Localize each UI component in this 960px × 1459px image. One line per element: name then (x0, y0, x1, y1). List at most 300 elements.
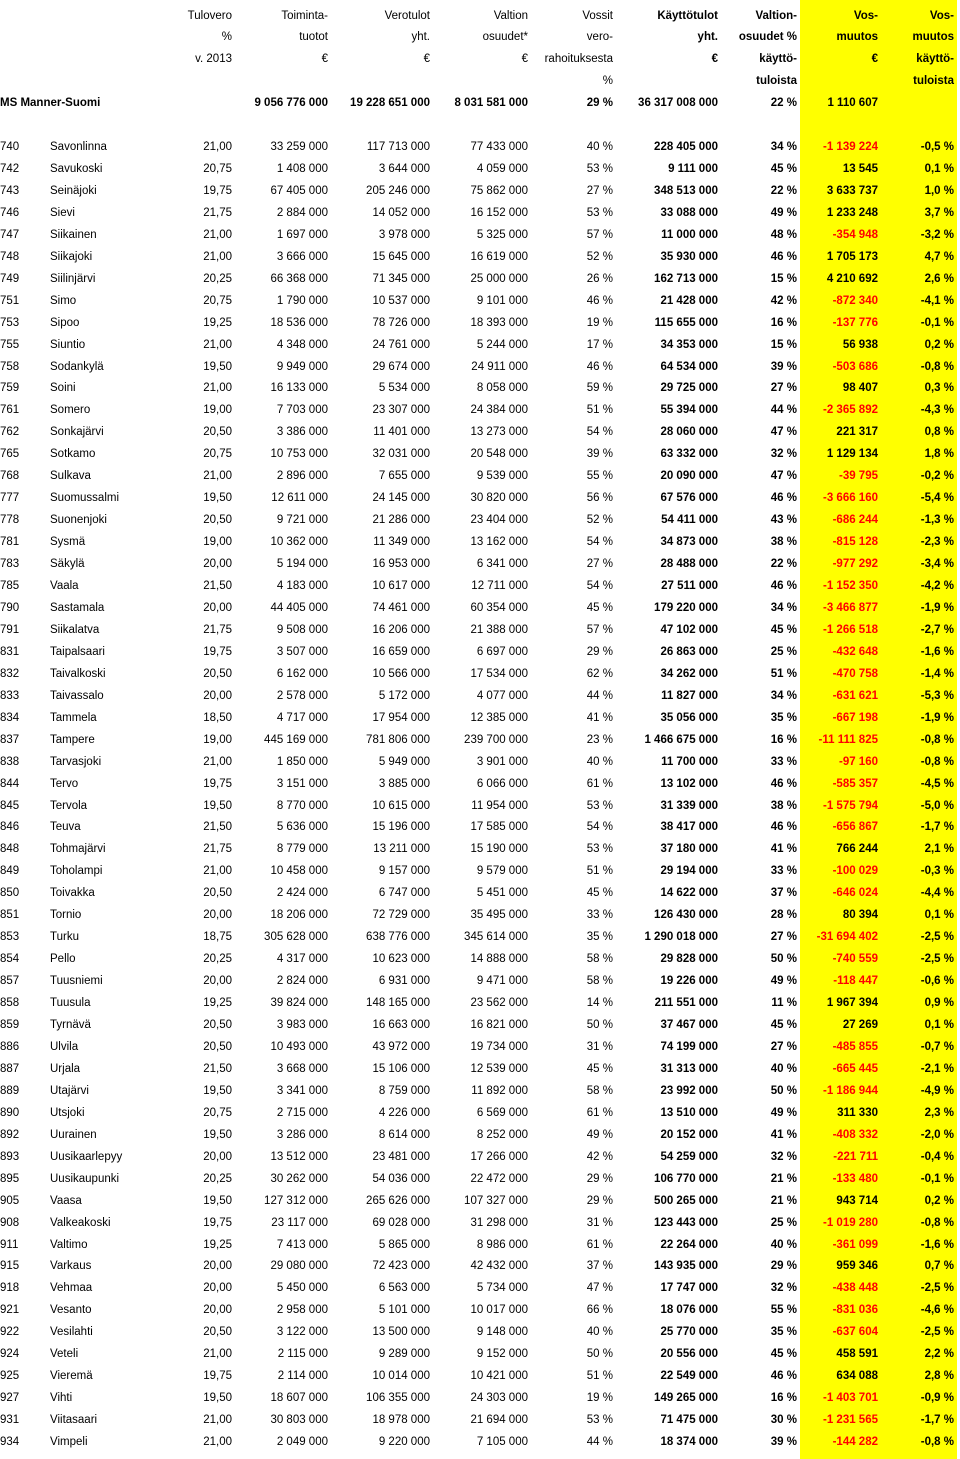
municipality-code: 922 (0, 1326, 20, 1338)
municipality-code: 837 (0, 734, 20, 746)
toiminta-tuotot: 3 386 000 (276, 426, 328, 438)
municipality-code: 781 (0, 536, 20, 548)
municipality-code: 934 (0, 1436, 20, 1448)
valtion-osuudet: 60 354 000 (470, 602, 528, 614)
municipality-name: Sipoo (50, 317, 80, 329)
kayttotulot: 115 655 000 (654, 317, 718, 329)
osuus-pct: 31 % (586, 1217, 613, 1229)
toiminta-tuotot: 8 770 000 (276, 800, 328, 812)
vos-muutos-pct: -4,1 % (920, 295, 954, 307)
header-cell: € (521, 53, 528, 65)
valtionosuus-pct: 16 % (770, 317, 797, 329)
kayttotulot: 28 488 000 (660, 558, 718, 570)
header-cell: käyttö- (759, 53, 797, 65)
municipality-code: 927 (0, 1392, 20, 1404)
valtion-osuudet: 22 472 000 (470, 1173, 528, 1185)
verotulot: 638 776 000 (366, 931, 430, 943)
tax-rate: 21,00 (203, 339, 232, 351)
tax-rate: 20,00 (203, 602, 232, 614)
table-row (0, 1058, 960, 1080)
valtionosuus-pct: 27 % (770, 931, 797, 943)
municipality-code: 746 (0, 207, 20, 219)
vos-muutos-pct: -5,4 % (920, 492, 954, 504)
kayttotulot: 31 313 000 (660, 1063, 718, 1075)
table-row (0, 1146, 960, 1168)
header-cell: Verotulot (384, 10, 430, 22)
osuus-pct: 61 % (586, 1239, 613, 1251)
table-row (0, 1431, 960, 1453)
valtion-osuudet: 6 066 000 (476, 778, 528, 790)
table-row (0, 1299, 960, 1321)
verotulot: 54 036 000 (372, 1173, 430, 1185)
tax-rate: 19,50 (203, 361, 232, 373)
municipality-code: 831 (0, 646, 20, 658)
toiminta-tuotot: 18 206 000 (270, 909, 328, 921)
verotulot: 3 644 000 (378, 163, 430, 175)
valtion-osuudet: 239 700 000 (464, 734, 528, 746)
vos-muutos: -144 282 (832, 1436, 878, 1448)
table-row (0, 1277, 960, 1299)
verotulot: 16 659 000 (372, 646, 430, 658)
vos-muutos: -118 447 (833, 975, 878, 987)
kayttotulot: 1 290 018 000 (644, 931, 718, 943)
osuus-pct: 53 % (586, 163, 613, 175)
valtionosuus-pct: 43 % (770, 514, 797, 526)
vos-muutos-pct: -2,5 % (920, 931, 954, 943)
vos-muutos-pct: -2,5 % (920, 1326, 954, 1338)
municipality-name: Viitasaari (50, 1414, 98, 1426)
valtionosuus-pct: 49 % (770, 207, 797, 219)
table-row (0, 619, 960, 641)
tax-rate: 20,00 (203, 690, 232, 702)
valtionosuus-pct: 33 % (770, 865, 797, 877)
verotulot: 9 220 000 (378, 1436, 430, 1448)
vos-muutos: -631 621 (832, 690, 878, 702)
osuus-pct: 52 % (586, 251, 613, 263)
valtion-osuudet: 3 901 000 (476, 756, 528, 768)
valtionosuus-pct: 15 % (770, 273, 797, 285)
valtion-osuudet: 23 404 000 (470, 514, 528, 526)
municipality-code: 924 (0, 1348, 20, 1360)
tax-rate: 20,75 (203, 1107, 232, 1119)
valtionosuus-pct: 25 % (770, 646, 797, 658)
valtion-osuudet: 8 252 000 (476, 1129, 528, 1141)
vos-muutos: 4 210 692 (826, 273, 878, 285)
toiminta-tuotot: 1 697 000 (276, 229, 328, 241)
table-row (0, 773, 960, 795)
tax-rate: 21,50 (203, 1063, 232, 1075)
toiminta-tuotot: 9 949 000 (276, 361, 328, 373)
verotulot: 10 014 000 (372, 1370, 430, 1382)
municipality-name: Tampere (50, 734, 95, 746)
municipality-name: Vaala (50, 580, 79, 592)
verotulot: 13 500 000 (372, 1326, 430, 1338)
valtion-osuudet: 9 471 000 (476, 975, 528, 987)
vos-muutos-pct: -2,0 % (920, 1129, 954, 1141)
vos-muutos-pct: -2,5 % (920, 1282, 954, 1294)
tax-rate: 18,75 (203, 931, 232, 943)
table-row (0, 531, 960, 553)
kayttotulot: 33 088 000 (660, 207, 718, 219)
valtionosuus-pct: 21 % (770, 1173, 797, 1185)
osuus-pct: 57 % (586, 624, 613, 636)
municipality-name: Varkaus (50, 1260, 92, 1272)
municipality-code: 849 (0, 865, 20, 877)
table-row (0, 1365, 960, 1387)
osuus-pct: 23 % (586, 734, 613, 746)
valtionosuus-pct: 34 % (770, 141, 797, 153)
table-row (0, 1321, 960, 1343)
municipality-code: 758 (0, 361, 20, 373)
municipality-code: 931 (0, 1414, 20, 1426)
summary-toiminta-tuotot: 9 056 776 000 (254, 97, 328, 109)
toiminta-tuotot: 3 122 000 (276, 1326, 328, 1338)
kayttotulot: 25 770 000 (660, 1326, 718, 1338)
municipality-name: Tohmajärvi (50, 843, 106, 855)
osuus-pct: 44 % (586, 690, 613, 702)
toiminta-tuotot: 3 983 000 (276, 1019, 328, 1031)
toiminta-tuotot: 4 183 000 (276, 580, 328, 592)
kayttotulot: 26 863 000 (660, 646, 718, 658)
valtionosuus-pct: 44 % (770, 404, 797, 416)
valtion-osuudet: 21 694 000 (470, 1414, 528, 1426)
header-cell: Käyttötulot (657, 10, 718, 22)
toiminta-tuotot: 12 611 000 (271, 492, 328, 504)
kayttotulot: 143 935 000 (654, 1260, 718, 1272)
summary-name: MS Manner-Suomi (0, 97, 101, 109)
vos-muutos-pct: 0,2 % (924, 1195, 954, 1207)
osuus-pct: 47 % (586, 1282, 613, 1294)
table-row (0, 795, 960, 817)
verotulot: 148 165 000 (366, 997, 430, 1009)
verotulot: 5 101 000 (378, 1304, 430, 1316)
valtionosuus-pct: 48 % (770, 229, 797, 241)
table-row (0, 421, 960, 443)
table-row (0, 816, 960, 838)
table-row (0, 202, 960, 224)
municipality-name: Siilinjärvi (50, 273, 96, 285)
vos-muutos: -667 198 (832, 712, 878, 724)
osuus-pct: 17 % (586, 339, 613, 351)
table-row (0, 158, 960, 180)
summary-valtion-osuudet: 8 031 581 000 (454, 97, 528, 109)
osuus-pct: 53 % (586, 843, 613, 855)
vos-muutos: 221 317 (836, 426, 878, 438)
valtionosuus-pct: 46 % (770, 778, 797, 790)
vos-muutos-pct: -0,2 % (920, 470, 954, 482)
verotulot: 16 206 000 (372, 624, 430, 636)
kayttotulot: 1 466 675 000 (644, 734, 718, 746)
municipality-code: 783 (0, 558, 20, 570)
municipality-code: 755 (0, 339, 20, 351)
municipality-code: 911 (0, 1239, 19, 1251)
kayttotulot: 18 374 000 (660, 1436, 718, 1448)
summary-osuus-pct: 29 % (586, 97, 613, 109)
verotulot: 10 617 000 (372, 580, 430, 592)
verotulot: 6 931 000 (378, 975, 430, 987)
header-cell: osuudet* (482, 31, 528, 43)
municipality-code: 925 (0, 1370, 20, 1382)
osuus-pct: 62 % (586, 668, 613, 680)
kayttotulot: 31 339 000 (660, 800, 718, 812)
verotulot: 72 423 000 (372, 1260, 430, 1272)
valtionosuus-pct: 49 % (770, 975, 797, 987)
toiminta-tuotot: 5 636 000 (276, 821, 328, 833)
table-row (0, 860, 960, 882)
kayttotulot: 22 264 000 (660, 1239, 718, 1251)
toiminta-tuotot: 67 405 000 (270, 185, 328, 197)
osuus-pct: 40 % (586, 756, 613, 768)
verotulot: 6 747 000 (378, 887, 430, 899)
valtion-osuudet: 16 619 000 (470, 251, 528, 263)
kayttotulot: 9 111 000 (668, 163, 718, 175)
municipality-name: Vesanto (50, 1304, 92, 1316)
toiminta-tuotot: 4 348 000 (276, 339, 328, 351)
vos-muutos-pct: 2,3 % (924, 1107, 954, 1119)
summary-verotulot: 19 228 651 000 (350, 97, 430, 109)
kayttotulot: 21 428 000 (660, 295, 718, 307)
vos-muutos-pct: -1,6 % (920, 646, 954, 658)
vos-muutos-pct: -2,1 % (920, 1063, 954, 1075)
tax-rate: 21,00 (203, 141, 232, 153)
municipality-name: Suonenjoki (50, 514, 107, 526)
valtionosuus-pct: 27 % (770, 382, 797, 394)
verotulot: 18 978 000 (372, 1414, 430, 1426)
header-cell: € (423, 53, 430, 65)
table-row (0, 926, 960, 948)
valtionosuus-pct: 46 % (770, 251, 797, 263)
osuus-pct: 51 % (586, 1370, 613, 1382)
valtion-osuudet: 12 711 000 (471, 580, 528, 592)
municipality-code: 892 (0, 1129, 20, 1141)
kayttotulot: 17 747 000 (660, 1282, 718, 1294)
municipality-name: Siikainen (50, 229, 97, 241)
kayttotulot: 20 090 000 (660, 470, 718, 482)
table-row (0, 685, 960, 707)
municipality-code: 915 (0, 1260, 20, 1272)
municipality-name: Tuusula (50, 997, 91, 1009)
verotulot: 15 196 000 (372, 821, 430, 833)
verotulot: 24 145 000 (372, 492, 430, 504)
verotulot: 7 655 000 (378, 470, 430, 482)
kayttotulot: 54 411 000 (661, 514, 718, 526)
vos-muutos-pct: -0,8 % (920, 361, 954, 373)
osuus-pct: 61 % (586, 1107, 613, 1119)
table-row (0, 1080, 960, 1102)
vos-muutos: -470 758 (832, 668, 878, 680)
osuus-pct: 45 % (586, 602, 613, 614)
kayttotulot: 179 220 000 (654, 602, 718, 614)
tax-rate: 19,50 (203, 492, 232, 504)
verotulot: 69 028 000 (372, 1217, 430, 1229)
valtion-osuudet: 4 059 000 (476, 163, 528, 175)
table-row (0, 1168, 960, 1190)
toiminta-tuotot: 9 721 000 (276, 514, 328, 526)
municipality-name: Ulvila (50, 1041, 79, 1053)
vos-muutos-pct: -0,9 % (920, 1392, 954, 1404)
vos-muutos: 766 244 (836, 843, 878, 855)
kayttotulot: 22 549 000 (660, 1370, 718, 1382)
municipality-name: Teuva (50, 821, 81, 833)
kayttotulot: 500 265 000 (654, 1195, 718, 1207)
valtionosuus-pct: 16 % (770, 1392, 797, 1404)
table-row (0, 1102, 960, 1124)
municipality-code: 832 (0, 668, 20, 680)
osuus-pct: 51 % (586, 404, 613, 416)
toiminta-tuotot: 7 413 000 (276, 1239, 328, 1251)
table-row (0, 180, 960, 202)
osuus-pct: 54 % (586, 536, 613, 548)
vos-muutos-pct: -4,3 % (920, 404, 954, 416)
osuus-pct: 35 % (586, 931, 613, 943)
toiminta-tuotot: 2 114 000 (277, 1370, 328, 1382)
municipality-name: Sodankylä (50, 361, 104, 373)
vos-muutos-pct: -0,4 % (920, 1151, 954, 1163)
vos-muutos: 943 714 (836, 1195, 878, 1207)
table-row (0, 1234, 960, 1256)
tax-rate: 19,00 (203, 734, 232, 746)
tax-rate: 20,25 (203, 1173, 232, 1185)
valtion-osuudet: 19 734 000 (470, 1041, 528, 1053)
kayttotulot: 54 259 000 (660, 1151, 718, 1163)
valtionosuus-pct: 42 % (770, 295, 797, 307)
tax-rate: 20,25 (203, 273, 232, 285)
table-row (0, 1014, 960, 1036)
valtionosuus-pct: 46 % (770, 492, 797, 504)
table-row (0, 356, 960, 378)
tax-rate: 21,75 (203, 843, 232, 855)
municipality-name: Vehmaa (50, 1282, 93, 1294)
table-row (0, 575, 960, 597)
tax-rate: 19,00 (203, 536, 232, 548)
municipality-code: 740 (0, 141, 20, 153)
valtion-osuudet: 18 393 000 (470, 317, 528, 329)
vos-muutos: 458 591 (836, 1348, 878, 1360)
tax-rate: 21,50 (203, 580, 232, 592)
verotulot: 3 978 000 (378, 229, 430, 241)
kayttotulot: 126 430 000 (654, 909, 718, 921)
tax-rate: 19,75 (203, 778, 232, 790)
valtion-osuudet: 31 298 000 (470, 1217, 528, 1229)
vos-muutos-pct: -5,0 % (920, 800, 954, 812)
header-row-1 (0, 5, 960, 27)
table-row (0, 597, 960, 619)
header-cell: yht. (411, 31, 430, 43)
tax-rate: 21,50 (203, 821, 232, 833)
toiminta-tuotot: 10 458 000 (270, 865, 328, 877)
vos-muutos: -815 128 (832, 536, 878, 548)
table-row (0, 334, 960, 356)
kayttotulot: 20 556 000 (660, 1348, 718, 1360)
verotulot: 15 645 000 (372, 251, 430, 263)
verotulot: 106 355 000 (366, 1392, 430, 1404)
toiminta-tuotot: 5 450 000 (276, 1282, 328, 1294)
vos-muutos: -1 019 280 (823, 1217, 878, 1229)
valtionosuus-pct: 35 % (770, 1326, 797, 1338)
osuus-pct: 45 % (586, 887, 613, 899)
valtion-osuudet: 9 579 000 (476, 865, 528, 877)
vos-muutos-pct: -0,8 % (920, 1217, 954, 1229)
vos-muutos: -485 855 (832, 1041, 878, 1053)
municipality-code: 853 (0, 931, 20, 943)
valtionosuus-pct: 16 % (770, 734, 797, 746)
valtion-osuudet: 20 548 000 (470, 448, 528, 460)
verotulot: 205 246 000 (366, 185, 430, 197)
valtionosuus-pct: 29 % (770, 1260, 797, 1272)
municipality-code: 889 (0, 1085, 20, 1097)
tax-rate: 20,50 (203, 1326, 232, 1338)
kayttotulot: 29 828 000 (660, 953, 718, 965)
tax-rate: 19,75 (203, 646, 232, 658)
osuus-pct: 45 % (586, 1063, 613, 1075)
tax-rate: 19,25 (203, 317, 232, 329)
kayttotulot: 211 551 000 (654, 997, 718, 1009)
toiminta-tuotot: 2 715 000 (276, 1107, 328, 1119)
table-row (0, 487, 960, 509)
verotulot: 11 401 000 (373, 426, 430, 438)
kayttotulot: 13 102 000 (660, 778, 718, 790)
tax-rate: 19,50 (203, 1392, 232, 1404)
kayttotulot: 74 199 000 (660, 1041, 718, 1053)
table-row (0, 707, 960, 729)
vos-muutos-pct: -1,4 % (920, 668, 954, 680)
toiminta-tuotot: 2 578 000 (276, 690, 328, 702)
table-row (0, 663, 960, 685)
tax-rate: 20,00 (203, 1260, 232, 1272)
tax-rate: 19,75 (203, 185, 232, 197)
vos-muutos-pct: 2,2 % (924, 1348, 954, 1360)
valtion-osuudet: 8 058 000 (476, 382, 528, 394)
municipality-code: 753 (0, 317, 20, 329)
tax-rate: 20,50 (203, 887, 232, 899)
tax-rate: 21,00 (203, 865, 232, 877)
kayttotulot: 28 060 000 (660, 426, 718, 438)
header-cell: Vos- (929, 10, 954, 22)
verotulot: 117 713 000 (366, 141, 430, 153)
municipality-name: Siuntio (50, 339, 86, 351)
valtion-osuudet: 16 152 000 (470, 207, 528, 219)
municipality-code: 887 (0, 1063, 20, 1075)
vos-muutos: -1 575 794 (823, 800, 878, 812)
valtion-osuudet: 15 190 000 (470, 843, 528, 855)
vos-muutos-pct: -4,5 % (920, 778, 954, 790)
vos-muutos: 1 967 394 (826, 997, 878, 1009)
vos-muutos: -585 357 (832, 778, 878, 790)
municipality-name: Siikajoki (50, 251, 93, 263)
municipality-name: Sonkajärvi (50, 426, 104, 438)
vos-muutos: -1 266 518 (823, 624, 878, 636)
table-row (0, 882, 960, 904)
municipality-name: Sysmä (50, 536, 86, 548)
valtionosuus-pct: 45 % (770, 624, 797, 636)
valtionosuus-pct: 39 % (770, 361, 797, 373)
valtion-osuudet: 5 451 000 (476, 887, 528, 899)
valtion-osuudet: 12 539 000 (470, 1063, 528, 1075)
municipality-name: Tarvasjoki (50, 756, 102, 768)
municipality-code: 851 (0, 909, 20, 921)
valtionosuus-pct: 38 % (770, 536, 797, 548)
tax-rate: 20,75 (203, 295, 232, 307)
vos-muutos: -1 186 944 (823, 1085, 878, 1097)
municipality-code: 748 (0, 251, 20, 263)
municipality-name: Sulkava (50, 470, 91, 482)
verotulot: 265 626 000 (366, 1195, 430, 1207)
toiminta-tuotot: 2 896 000 (276, 470, 328, 482)
vos-muutos: -831 036 (832, 1304, 878, 1316)
table-row (0, 970, 960, 992)
verotulot: 32 031 000 (372, 448, 430, 460)
valtion-osuudet: 8 986 000 (476, 1239, 528, 1251)
